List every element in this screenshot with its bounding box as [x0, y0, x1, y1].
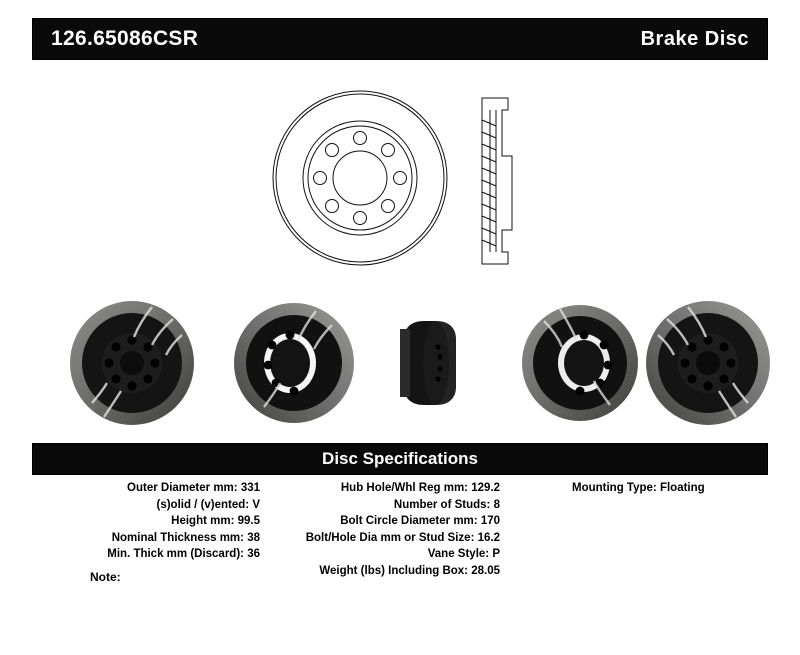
spec-value: 99.5	[237, 515, 260, 527]
spec-label: Bolt Circle Diameter mm:	[340, 515, 478, 527]
spec-label: Number of Studs:	[393, 498, 491, 511]
spec-row	[40, 530, 260, 547]
spec-row	[270, 513, 500, 530]
header-bar	[32, 18, 768, 60]
spec-label: Vane Style:	[427, 548, 490, 560]
spec-row	[40, 480, 260, 497]
spec-row	[270, 546, 500, 563]
rotor-slotted-hub-inner-angle	[234, 303, 354, 423]
disc-specifications-header	[32, 443, 768, 475]
product-type: Brake Disc	[640, 27, 749, 50]
spec-value: 38	[247, 531, 260, 544]
spec-row	[270, 530, 500, 547]
spec-value: Floating	[659, 482, 705, 494]
note-label: Note:	[90, 570, 121, 584]
part-number: 126.65086CSR	[51, 27, 199, 50]
spec-value: 8	[493, 498, 500, 511]
spec-row	[572, 480, 772, 497]
spec-label: Bolt/Hole Dia mm or Stud Size:	[305, 531, 475, 544]
rotor-slotted-inner-face-angle	[522, 305, 638, 421]
note-row	[90, 570, 121, 584]
spec-row	[40, 546, 260, 563]
disc-specifications-table	[32, 480, 768, 575]
spec-label: (s)olid / (v)ented:	[156, 498, 250, 511]
spec-row	[270, 563, 500, 580]
spec-row	[270, 480, 500, 497]
spec-value: 129.2	[471, 482, 500, 494]
spec-value: 36	[247, 548, 260, 560]
rotor-photo-row	[32, 295, 768, 430]
rotor-slotted-front-left-angle	[70, 301, 194, 425]
spec-label: Nominal Thickness mm:	[111, 531, 244, 544]
spec-label: Height mm:	[171, 515, 235, 527]
spec-title: Disc Specifications	[322, 449, 478, 468]
spec-column-right	[572, 480, 772, 497]
spec-label: Weight (lbs) Including Box:	[319, 564, 469, 577]
spec-value: V	[252, 498, 260, 511]
spec-column-middle	[270, 480, 500, 579]
spec-row	[40, 497, 260, 514]
rotor-slotted-front-right-angle	[646, 301, 770, 425]
spec-value: 331	[240, 482, 260, 494]
spec-value: P	[492, 548, 500, 560]
spec-value: 16.2	[477, 531, 500, 544]
spec-column-left	[40, 480, 260, 563]
spec-label: Mounting Type:	[572, 482, 657, 494]
spec-label: Min. Thick mm (Discard):	[107, 548, 244, 560]
spec-row	[40, 513, 260, 530]
rotor-cross-section-line-drawing	[482, 98, 512, 264]
top-drawing-area	[250, 80, 580, 280]
rotor-face-line-drawing	[250, 80, 580, 280]
spec-value: 28.05	[471, 564, 500, 577]
spec-label: Outer Diameter mm:	[127, 482, 238, 494]
rotor-hub-profile-view	[400, 321, 456, 405]
spec-label: Hub Hole/Whl Reg mm:	[340, 482, 469, 494]
spec-value: 170	[480, 515, 500, 527]
spec-row	[270, 497, 500, 514]
